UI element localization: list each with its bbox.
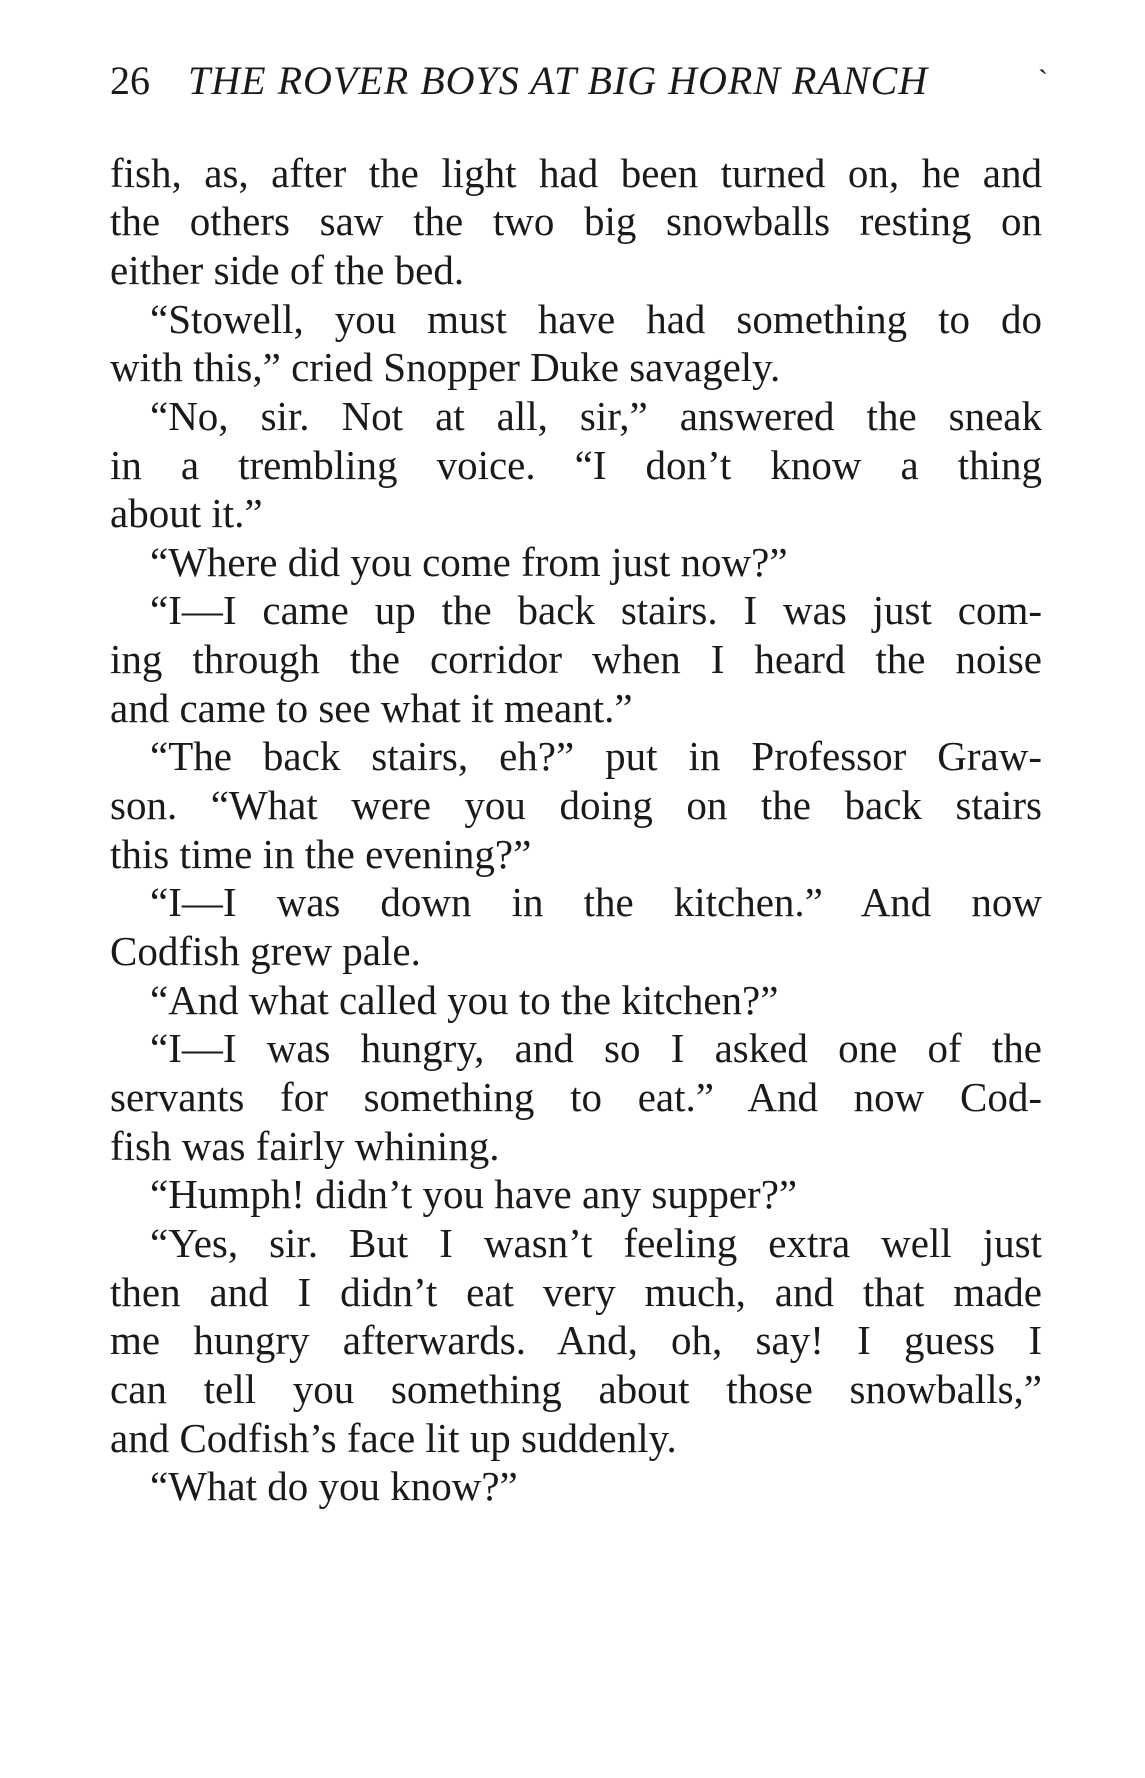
text-line: “Where did you come from just now?” (150, 539, 788, 585)
text-line: with this,” cried Snopper Duke savagely. (110, 344, 781, 390)
text-line: this time in the evening?” (110, 831, 532, 877)
text-line: “Stowell, you must have had something to do (150, 296, 1042, 342)
text-line: servants for something to eat.” And now Cod- (110, 1074, 1042, 1120)
running-title: THE ROVER BOYS AT BIG HORN RANCH (188, 58, 929, 103)
text-line: can tell you something about those snowballs,” (110, 1366, 1042, 1412)
text-line: “What do you know?” (150, 1463, 518, 1509)
text-line: fish was fairly whining. (110, 1123, 500, 1169)
text-line: “I—I was down in the kitchen.” And now (150, 879, 1042, 925)
text-line: “The back stairs, eh?” put in Professor Graw- (150, 733, 1042, 779)
text-line: “Yes, sir. But I wasn’t feeling extra well just (150, 1220, 1042, 1266)
text-line: “And what called you to the kitchen?” (150, 977, 779, 1023)
text-line: about it.” (110, 490, 263, 536)
running-head (110, 56, 1070, 106)
text-line: the others saw the two big snowballs resting on (110, 198, 1042, 244)
text-line: son. “What were you doing on the back stairs (110, 782, 1042, 828)
text-line: “Humph! didn’t you have any supper?” (150, 1171, 798, 1217)
text-line: “I—I came up the back stairs. I was just com- (150, 587, 1042, 633)
text-line: me hungry afterwards. And, oh, say! I guess I (110, 1317, 1042, 1363)
text-line: then and I didn’t eat very much, and that made (110, 1269, 1042, 1315)
text-line: either side of the bed. (110, 247, 465, 293)
text-line: in a trembling voice. “I don’t know a thing (110, 442, 1042, 488)
text-line: ing through the corridor when I heard the noise (110, 636, 1042, 682)
text-line: Codfish grew pale. (110, 928, 421, 974)
text-line: “I—I was hungry, and so I asked one of the (150, 1025, 1042, 1071)
page-number: 26 (110, 58, 150, 103)
margin-mark: ` (1038, 64, 1048, 97)
text-line: and Codfish’s face lit up suddenly. (110, 1415, 677, 1461)
text-line: fish, as, after the light had been turned on, he and (110, 150, 1042, 196)
text-line: “No, sir. Not at all, sir,” answered the sneak (150, 393, 1042, 439)
text-line: and came to see what it meant.” (110, 685, 633, 731)
